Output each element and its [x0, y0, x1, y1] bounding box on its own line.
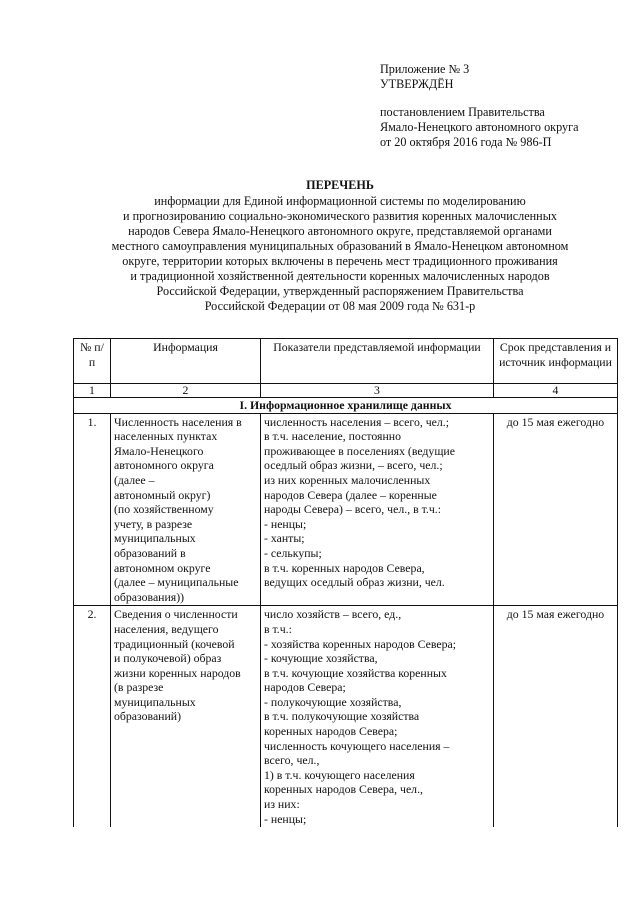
- indicator-line: коренных народов Севера;: [264, 724, 398, 739]
- column-number: 2: [111, 384, 261, 398]
- information-line: (в разрезе: [114, 680, 164, 695]
- indicator-line: народов Севера;: [264, 680, 346, 695]
- header-indicators: Показатели представляемой информации: [261, 339, 494, 384]
- heading-line: округе, территории которых включены в перечень мест традиционного проживания: [122, 254, 558, 268]
- column-number: 3: [261, 384, 494, 398]
- indicator-line: в т.ч. полукочующие хозяйства: [264, 709, 420, 724]
- information-line: жизни коренных народов: [114, 665, 241, 680]
- row-deadline: до 15 мая ежегодно: [494, 413, 618, 606]
- information-line: образования)): [114, 589, 185, 604]
- indicator-line: - ханты;: [264, 531, 305, 546]
- table-header-row: [74, 339, 618, 384]
- indicator-line: всего, чел.,: [264, 753, 320, 768]
- row-deadline: до 15 мая ежегодно: [494, 606, 618, 827]
- column-number: 4: [494, 384, 618, 398]
- header-number: № п/п: [74, 339, 111, 384]
- indicator-line: - селькупы;: [264, 545, 322, 560]
- row-information: [111, 606, 261, 827]
- table-body: [74, 413, 618, 827]
- indicator-line: в т.ч. кочующие хозяйства коренных: [264, 665, 447, 680]
- indicator-line: численность населения – всего, чел.;: [264, 414, 450, 429]
- indicator-line: - ненцы;: [264, 516, 307, 531]
- information-line: населенных пунктах: [114, 429, 218, 444]
- row-information: [111, 413, 261, 606]
- heading-line: народов Севера Ямало-Ненецкого автономного округе, представляемой органами: [128, 224, 552, 238]
- information-line: (далее – муниципальные: [114, 575, 239, 590]
- information-line: Сведения о численности: [114, 607, 238, 622]
- information-line: традиционный (кочевой: [114, 636, 235, 651]
- information-line: автономного округа: [114, 458, 214, 473]
- section-row: [74, 398, 618, 414]
- appendix-label: Приложение № 3: [380, 62, 470, 76]
- heading-line: информации для Единой информационной системы по моделированию: [154, 194, 526, 208]
- indicator-line: в т.ч.:: [264, 621, 292, 636]
- information-line: автономном округе: [114, 560, 211, 575]
- approval-block: [380, 62, 630, 150]
- indicator-line: ведущих оседлый образ жизни, чел.: [264, 575, 445, 590]
- indicator-line: - хозяйства коренных народов Севера;: [264, 636, 457, 651]
- approved-label: УТВЕРЖДЁН: [380, 77, 454, 91]
- approval-line: от 20 октября 2016 года № 986-П: [380, 135, 552, 149]
- section-title: I. Информационное хранилище данных: [74, 398, 618, 414]
- indicator-line: в т.ч. население, постоянно: [264, 429, 401, 444]
- row-indicators: [261, 413, 494, 606]
- information-table: [73, 338, 618, 827]
- information-line: муниципальных: [114, 531, 196, 546]
- indicator-line: 1) в т.ч. кочующего населения: [264, 767, 415, 782]
- row-indicators: [261, 606, 494, 827]
- header-deadline: Срок представления и источник информации: [494, 339, 618, 384]
- column-number: 1: [74, 384, 111, 398]
- information-line: образований в: [114, 545, 186, 560]
- indicator-line: оседлый образ жизни, – всего, чел.;: [264, 458, 443, 473]
- indicator-line: - полукочующие хозяйства,: [264, 694, 402, 709]
- heading-line: Российской Федерации от 08 мая 2009 года № 631-р: [204, 299, 476, 313]
- information-line: образований): [114, 709, 182, 724]
- indicator-line: - кочующие хозяйства,: [264, 651, 378, 666]
- indicator-line: - ненцы;: [264, 811, 307, 826]
- approval-line: Ямало-Ненецкого автономного округа: [380, 120, 579, 134]
- indicator-line: проживающее в поселениях (ведущие: [264, 443, 455, 458]
- information-line: автономный округ): [114, 487, 211, 502]
- information-line: населения, ведущего: [114, 621, 219, 636]
- indicator-line: численность кочующего населения –: [264, 738, 450, 753]
- row-number: 2.: [74, 606, 111, 827]
- indicator-line: из них коренных малочисленных: [264, 472, 431, 487]
- information-line: (далее –: [114, 472, 155, 487]
- row-number: 1.: [74, 413, 111, 606]
- indicator-line: народы Севера) – всего, чел., в т.ч.:: [264, 502, 441, 517]
- header-information: Информация: [111, 339, 261, 384]
- heading-line: местного самоуправления муниципальных образований в Ямало-Ненецком автономном: [111, 239, 569, 253]
- information-line: Численность населения в: [114, 414, 242, 429]
- table-row: [74, 413, 618, 606]
- information-line: муниципальных: [114, 694, 196, 709]
- information-line: учету, в разрезе: [114, 516, 193, 531]
- heading-line: Российской Федерации, утвержденный распоряжением Правительства: [156, 284, 524, 298]
- heading-line: и традиционной хозяйственной деятельности коренных малочисленных народов: [130, 269, 550, 283]
- heading-line: и прогнозированию социально-экономического развития коренных малочисленных: [123, 209, 557, 223]
- document-title: ПЕРЕЧЕНЬ: [306, 178, 374, 192]
- table-row: [74, 606, 618, 827]
- information-line: Ямало-Ненецкого: [114, 443, 204, 458]
- information-line: и полукочевой) образ: [114, 651, 222, 666]
- column-number-row: [74, 384, 618, 398]
- indicator-line: число хозяйств – всего, ед.,: [264, 607, 402, 622]
- document-heading: [60, 178, 620, 314]
- information-line: (по хозяйственному: [114, 502, 214, 517]
- indicator-line: народов Севера (далее – коренные: [264, 487, 437, 502]
- indicator-line: из них:: [264, 797, 300, 812]
- indicator-line: в т.ч. коренных народов Севера,: [264, 560, 425, 575]
- indicator-line: коренных народов Севера, чел.,: [264, 782, 423, 797]
- approval-line: постановлением Правительства: [380, 105, 545, 119]
